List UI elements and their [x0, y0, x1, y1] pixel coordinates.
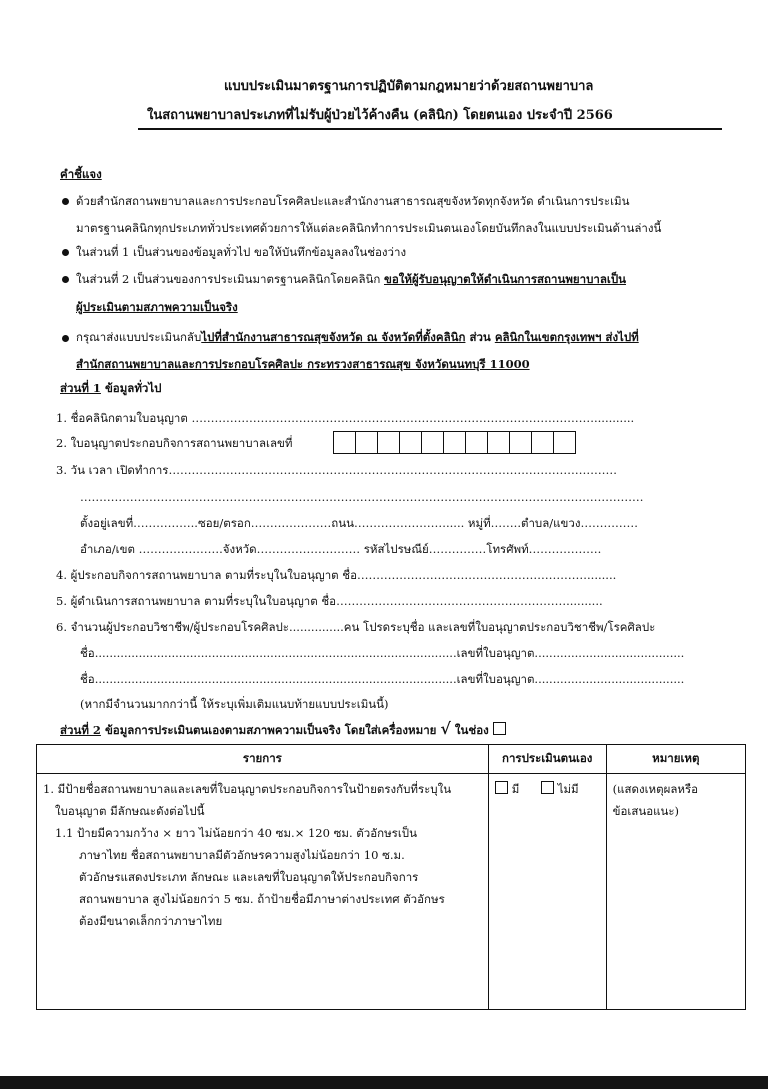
instruction-2: ในส่วนที่ 1 เป็นส่วนของข้อมูลทั่วไป ขอให้บันทึกข้อมูลลงในช่องว่าง [76, 245, 407, 259]
digit-box[interactable] [377, 431, 400, 454]
row1-sub-line2: ภาษาไทย ชื่อสถานพยาบาลมีตัวอักษรความสูงไม่น้อยกว่า 10 ซ.ม. [79, 848, 405, 862]
field-address[interactable]: ตั้งอยู่เลขที่……………..ซอย/ตรอก…………………ถนน……………………..... หมู่ที่……..ตำบล/แขวง…………… [80, 516, 638, 530]
form-title-line1: แบบประเมินมาตรฐานการปฏิบัติตามกฎหมายว่าด้วยสถานพยาบาล [224, 79, 594, 94]
instruction-3-line1 [76, 272, 626, 286]
field-license-label: 2. ใบอนุญาตประกอบกิจการสถานพยาบาลเลขที่ [56, 436, 293, 450]
title-divider [138, 128, 722, 130]
row1-sub-line1: 1.1 ป้ายมีความกว้าง × ยาว ไม่น้อยกว่า 40 ซม.× 120 ซม. ตัวอักษรเป็น [55, 826, 417, 840]
instruction-3-line2: ผู้ประเมินตามสภาพความเป็นจริง [76, 300, 238, 314]
instructions-heading: คำชี้แจง [60, 167, 102, 181]
no-checkbox[interactable] [541, 781, 554, 794]
checkbox-sample-icon [493, 722, 506, 735]
yes-checkbox[interactable] [495, 781, 508, 794]
digit-box[interactable] [399, 431, 422, 454]
row1-assessment [488, 774, 606, 1010]
note-hint-line1: (แสดงเหตุผลหรือ [612, 782, 699, 796]
part1-title: ข้อมูลทั่วไป [100, 381, 162, 395]
digit-box[interactable] [531, 431, 554, 454]
checkmark-icon: √ [440, 719, 451, 738]
instruction-1-line1: ด้วยสำนักสถานพยาบาลและการประกอบโรคศิลปะและสำนักงานสาธารณสุขจังหวัดทุกจังหวัด ดำเนินการประเมิน [76, 194, 630, 208]
part2-title-end: ในช่อง [450, 723, 493, 737]
instruction-3-prefix: ในส่วนที่ 2 เป็นส่วนของการประเมินมาตรฐานคลินิกโดยคลินิก [76, 272, 384, 286]
bullet-icon [62, 198, 69, 205]
note-hint-line2: ข้อเสนอแนะ) [612, 804, 680, 818]
instruction-4-mid: ส่วน [465, 330, 495, 344]
table-header-row [37, 745, 746, 774]
part1-heading [60, 381, 161, 395]
field-clinic-name[interactable]: 1. ชื่อคลินิกตามใบอนุญาต ……………………………………………………………………………………………........... [56, 411, 635, 425]
table-row [37, 774, 746, 1010]
row1-sub-line5: ต้องมีขนาดเล็กกว่าภาษาไทย [79, 914, 223, 928]
field-manager[interactable]: 5. ผู้ดำเนินการสถานพยาบาล ตามที่ระบุในใบอนุญาต ชื่อ…………………………………………………….......... [56, 594, 603, 608]
col-header-item: รายการ [37, 745, 489, 774]
no-label: ไม่มี [557, 782, 579, 796]
bullet-icon [62, 335, 69, 342]
digit-box[interactable] [487, 431, 510, 454]
bullet-icon [62, 276, 69, 283]
digit-box[interactable] [421, 431, 444, 454]
row1-sub-line4: สถานพยาบาล สูงไม่น้อยกว่า 5 ซม. ถ้าป้ายชื่อมีภาษาต่างประเทศ ตัวอักษร [79, 892, 445, 906]
instruction-4-prefix: กรุณาส่งแบบประเมินกลับ [76, 330, 202, 344]
assessment-table [36, 744, 746, 1010]
digit-box[interactable] [333, 431, 356, 454]
instruction-1-line2: มาตรฐานคลินิกทุกประเภททั่วประเทศด้วยการให้แต่ละคลินิกทำการประเมินตนเองโดยบันทึกลงในแบบประเมินด้านล่างนี้ [76, 221, 662, 235]
row1-item-line1: 1. มีป้ายชื่อสถานพยาบาลและเลขที่ใบอนุญาตประกอบกิจการในป้ายตรงกับที่ระบุใน [43, 782, 452, 796]
row1-sub-line3: ตัวอักษรแสดงประเภท ลักษณะ และเลขที่ใบอนุญาตให้ประกอบกิจการ [79, 870, 419, 884]
digit-box[interactable] [553, 431, 576, 454]
field-district[interactable]: อำเภอ/เขต ………………….จังหวัด……………………… รหัสไปรษณีย์……………โทรศัพท์………………. [80, 542, 602, 556]
digit-box[interactable] [443, 431, 466, 454]
form-title-line2: ในสถานพยาบาลประเภทที่ไม่รับผู้ป่วยไว้ค้างคืน (คลินิก) โดยตนเอง ประจำปี 2566 [147, 108, 613, 123]
row1-item [37, 774, 489, 1010]
col-header-assess: การประเมินตนเอง [488, 745, 606, 774]
license-number-boxes[interactable] [334, 431, 576, 454]
col-header-note: หมายเหตุ [606, 745, 745, 774]
field-practitioners[interactable]: 6. จำนวนผู้ประกอบวิชาชีพ/ผู้ประกอบโรคศิลปะ...............คน โปรดระบุชื่อ และเลขที่ใบอนุญาตประกอบวิชาชีพ/โรคศิลปะ [56, 620, 656, 634]
field-practitioner-2[interactable]: ชื่อ...................................................................................................เลขที่ใบอนุญาต......................................... [80, 672, 685, 686]
field-hours[interactable]: 3. วัน เวลา เปิดทำการ……………………………………………………………………………………………………… [56, 463, 617, 477]
field-hours-cont[interactable]: ………………………………………………………………………………………………………………………………… [80, 490, 644, 504]
instruction-4-line1 [76, 330, 639, 344]
yes-label: มี [511, 782, 520, 796]
field-practitioner-1[interactable]: ชื่อ...................................................................................................เลขที่ใบอนุญาต......................................... [80, 646, 685, 660]
digit-box[interactable] [509, 431, 532, 454]
row1-note[interactable] [606, 774, 745, 1010]
instruction-4-line2: สำนักสถานพยาบาลและการประกอบโรคศิลปะ กระทรวงสาธารณสุข จังหวัดนนทบุรี 11000 [76, 357, 530, 371]
bullet-icon [62, 249, 69, 256]
part2-title: ข้อมูลการประเมินตนเองตามสภาพความเป็นจริง โดยใส่เครื่องหมาย [100, 723, 441, 737]
part1-label: ส่วนที่ 1 [60, 381, 101, 395]
page-bottom-edge [0, 1076, 768, 1089]
part2-label: ส่วนที่ 2 [60, 723, 101, 737]
digit-box[interactable] [355, 431, 378, 454]
row1-item-line2: ใบอนุญาต มีลักษณะดังต่อไปนี้ [55, 804, 205, 818]
digit-box[interactable] [465, 431, 488, 454]
instruction-3-bold: ขอให้ผู้รับอนุญาตให้ดำเนินการสถานพยาบาลเป็น [383, 272, 627, 286]
instruction-4-bold2: คลินิกในเขตกรุงเทพฯ ส่งไปที่ [494, 330, 639, 344]
instruction-4-bold1: ไปที่สำนักงานสาธารณสุขจังหวัด ณ จังหวัดที่ตั้งคลินิก [201, 330, 466, 344]
practitioner-note: (หากมีจำนวนมากกว่านี้ ให้ระบุเพิ่มเติมแนบท้ายแบบประเมินนี้) [80, 697, 389, 711]
field-operator[interactable]: 4. ผู้ประกอบกิจการสถานพยาบาล ตามที่ระบุในใบอนุญาต ชื่อ……………………………………………………........ [56, 568, 617, 582]
part2-heading [60, 719, 506, 738]
